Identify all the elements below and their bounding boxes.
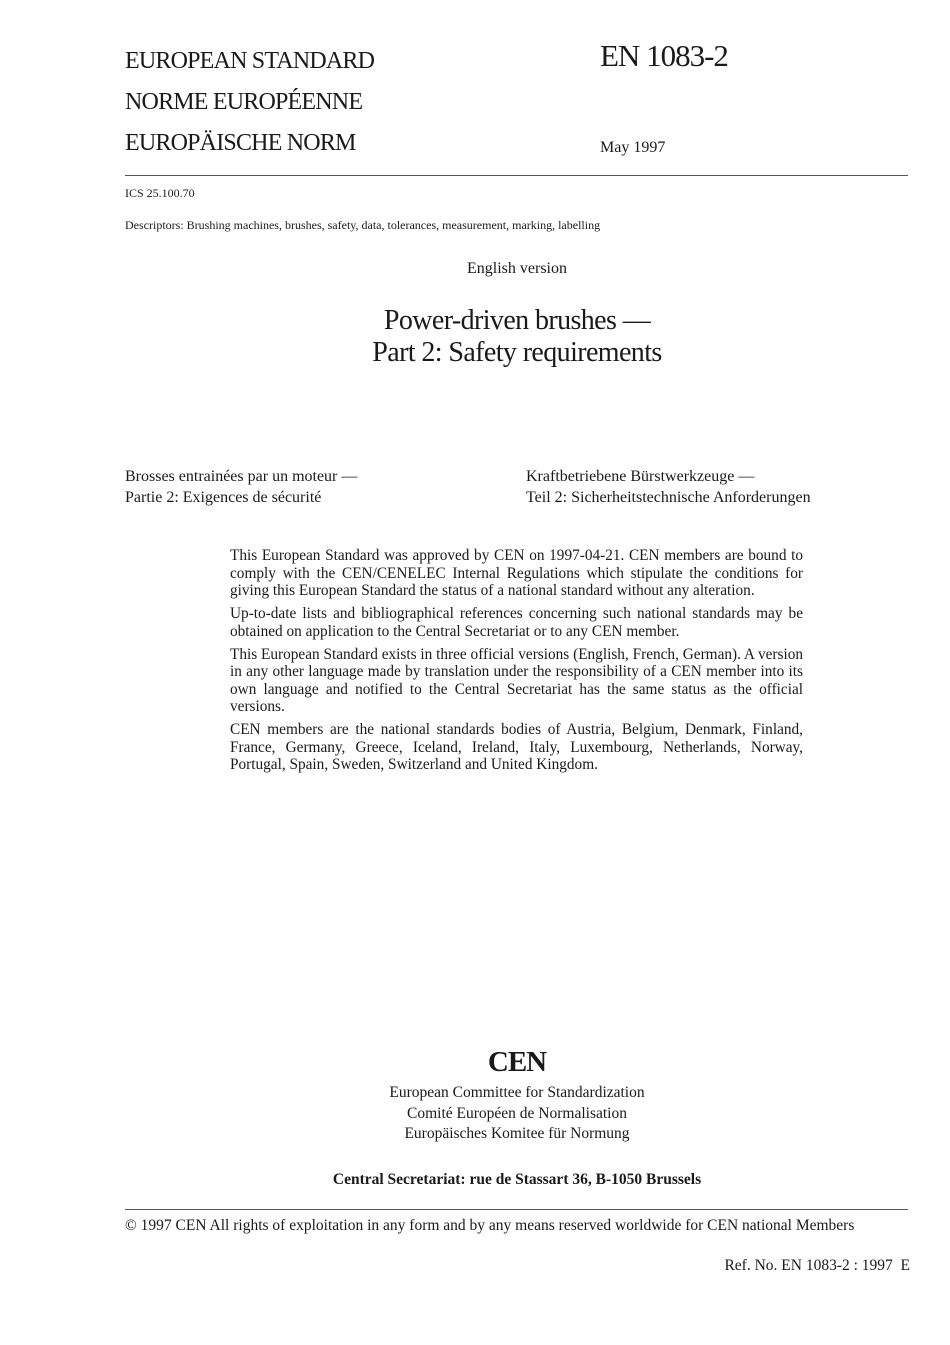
footer-rule: [125, 1209, 908, 1210]
document-title-line2: Part 2: Safety requirements: [372, 337, 662, 368]
paragraph-references: Up-to-date lists and bibliographical references concerning such national standards may be obtained on application to the Central Secretariat or to any CEN member.: [230, 605, 803, 640]
ics-code: ICS 25.100.70: [125, 186, 195, 200]
german-title-line2: Teil 2: Sicherheitstechnische Anforderungen: [526, 489, 811, 506]
descriptors: Descriptors: Brushing machines, brushes, safety, data, tolerances, measurement, marking, labelling: [125, 218, 601, 232]
french-title-line1: Brosses entrainées par un moteur —: [125, 468, 358, 485]
copyright-notice: © 1997 CEN All rights of exploitation in any form and by any means reserved worldwide for CEN national Members: [125, 1217, 855, 1234]
paragraph-versions: This European Standard exists in three official versions (English, French, German). A version in any other language made by translation under the responsibility of a CEN member into its own language and notified to the Central Secretariat has the same status as the official versions.: [230, 645, 803, 715]
document-title-line1: Power-driven brushes —: [383, 305, 651, 336]
french-title: [125, 466, 357, 508]
cen-name-french: Comité Européen de Normalisation: [407, 1105, 627, 1122]
header-rule: [125, 175, 908, 176]
version-label: English version: [467, 260, 567, 277]
approval-notice: [230, 547, 803, 779]
french-title-line2: Partie 2: Exigences de sécurité: [125, 489, 322, 506]
central-secretariat: Central Secretariat: rue de Stassart 36, B-1050 Brussels: [332, 1171, 702, 1188]
cen-name-german: Europäisches Komitee für Normung: [404, 1125, 630, 1142]
german-title: [526, 466, 811, 508]
cen-name-english: European Committee for Standardization: [389, 1084, 645, 1101]
publication-date: May 1997: [600, 139, 666, 156]
title-english: EUROPEAN STANDARD: [125, 48, 375, 74]
title-french: NORME EUROPÉENNE: [125, 89, 363, 115]
standard-number: EN 1083-2: [600, 38, 728, 73]
title-german: EUROPÄISCHE NORM: [125, 130, 356, 156]
german-title-line1: Kraftbetriebene Bürstwerkzeuge —: [526, 468, 755, 485]
paragraph-approval: This European Standard was approved by CEN on 1997-04-21. CEN members are bound to comply with the CEN/CENELEC Internal Regulations which stipulate the conditions for giving this European Standard the status of a national standard without any alteration.: [230, 547, 803, 599]
paragraph-members: CEN members are the national standards bodies of Austria, Belgium, Denmark, Finland, France, Germany, Greece, Iceland, Ireland, Italy, Luxembourg, Netherlands, Norway, Portugal, Spain, Sweden, Switzerland and United Kingdom.: [230, 721, 803, 773]
cen-logo: CEN: [487, 1046, 547, 1078]
reference-number: Ref. No. EN 1083-2 : 1997 E: [724, 1257, 910, 1274]
